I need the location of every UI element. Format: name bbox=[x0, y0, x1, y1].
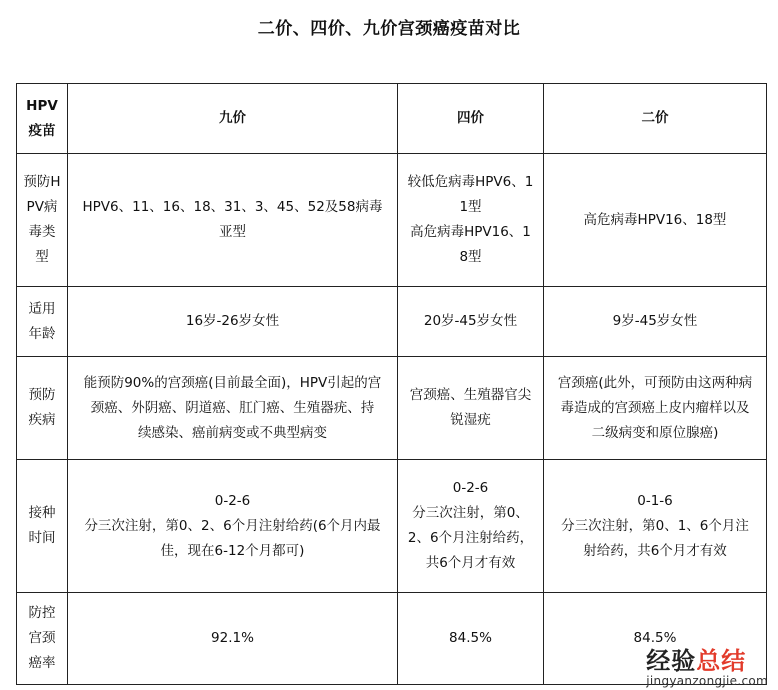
row-efficacy bbox=[17, 593, 767, 685]
cell-line: 2、6个月注射给药， bbox=[407, 530, 534, 546]
cell-line: 佳，现在6-12个月都可) bbox=[160, 542, 305, 559]
row-label-line: 适用 bbox=[28, 300, 56, 317]
row-label-line: 毒类 bbox=[28, 224, 56, 240]
cell-line: 宫颈癌(此外，可预防由这两种病 bbox=[557, 374, 753, 391]
header-four-valent: 四价 bbox=[398, 84, 544, 154]
cell-line: 共6个月才有效 bbox=[425, 555, 516, 571]
row-label-line: 接种 bbox=[28, 505, 56, 521]
row-label-line: 时间 bbox=[28, 530, 56, 546]
header-row bbox=[17, 84, 767, 154]
row-label-line: 年龄 bbox=[28, 325, 56, 342]
cell-line: 1型 bbox=[459, 199, 482, 215]
watermark-brand-a: 经验 bbox=[646, 647, 697, 675]
comparison-table bbox=[16, 83, 767, 685]
row-label bbox=[17, 593, 68, 685]
row-label-line: 疾病 bbox=[28, 412, 56, 428]
row-label-line: 预防H bbox=[23, 174, 61, 190]
row-applicable-age bbox=[17, 287, 767, 357]
nine-valent-schedule bbox=[68, 460, 398, 593]
four-valent-diseases bbox=[398, 357, 544, 460]
cell-line: 0-2-6 bbox=[452, 480, 489, 496]
row-prevented-types bbox=[17, 154, 767, 287]
cell-line: 射给药，共6个月才有效 bbox=[583, 542, 727, 559]
cell-line: 续感染、癌前病变或不典型病变 bbox=[138, 424, 327, 441]
row-label-line: 防控 bbox=[28, 605, 56, 621]
cell-line: 亚型 bbox=[219, 224, 246, 240]
cell-line: 毒造成的宫颈癌上皮内瘤样以及 bbox=[560, 399, 750, 416]
cell-line: 锐湿疣 bbox=[450, 412, 491, 428]
cell-line: 颈癌、外阴癌、阴道癌、肛门癌、生殖器疣、持 bbox=[90, 399, 375, 416]
cell-line: 分三次注射，第0、1、6个月注 bbox=[561, 517, 749, 534]
two-valent-efficacy: 84.5% bbox=[544, 593, 767, 685]
cell-line: 高危病毒HPV16、1 bbox=[410, 224, 531, 240]
header-two-valent: 二价 bbox=[544, 84, 767, 154]
four-valent-efficacy: 84.5% bbox=[398, 593, 544, 685]
row-label-line: 预防 bbox=[28, 387, 56, 403]
row-label bbox=[17, 287, 68, 357]
cell-line: 0-2-6 bbox=[214, 492, 251, 509]
page-title: 二价、四价、九价宫颈癌疫苗对比 bbox=[257, 19, 521, 39]
two-valent-age: 9岁-45岁女性 bbox=[544, 287, 767, 357]
nine-valent-diseases bbox=[68, 357, 398, 460]
two-valent-types bbox=[544, 154, 767, 287]
nine-valent-age: 16岁-26岁女性 bbox=[68, 287, 398, 357]
cell-line: 较低危病毒HPV6、1 bbox=[407, 174, 534, 190]
four-valent-age: 20岁-45岁女性 bbox=[398, 287, 544, 357]
row-label-line: 型 bbox=[35, 249, 49, 265]
cell-line: 分三次注射，第0、 bbox=[412, 505, 529, 521]
cell-line: 高危病毒HPV16、18型 bbox=[583, 211, 727, 228]
cell-line: 宫颈癌、生殖器官尖 bbox=[409, 387, 532, 403]
row-label bbox=[17, 460, 68, 593]
row-label-line: 癌率 bbox=[28, 655, 56, 671]
cell-line: 0-1-6 bbox=[637, 492, 673, 509]
cell-line: 8型 bbox=[459, 249, 482, 265]
row-label bbox=[17, 357, 68, 460]
header-vaccine-cell bbox=[17, 84, 68, 154]
row-prevented-diseases bbox=[17, 357, 767, 460]
nine-valent-types bbox=[68, 154, 398, 287]
row-label-line: PV病 bbox=[26, 199, 58, 215]
watermark-brand-b: 总结 bbox=[696, 647, 747, 675]
cell-line: 分三次注射，第0、2、6个月注射给药(6个月内最 bbox=[84, 517, 381, 534]
cell-line: 二级病变和原位腺癌) bbox=[591, 424, 719, 441]
four-valent-schedule bbox=[398, 460, 544, 593]
header-nine-valent: 九价 bbox=[68, 84, 398, 154]
four-valent-types bbox=[398, 154, 544, 287]
watermark-url: jingyanzongjie.com bbox=[646, 674, 768, 688]
row-label-line: 宫颈 bbox=[28, 630, 56, 646]
header-vaccine-line: HPV bbox=[26, 97, 58, 114]
row-label bbox=[17, 154, 68, 287]
nine-valent-efficacy: 92.1% bbox=[68, 593, 398, 685]
row-schedule bbox=[17, 460, 767, 593]
cell-line: HPV6、11、16、18、31、3、45、52及58病毒 bbox=[82, 199, 383, 215]
two-valent-diseases bbox=[544, 357, 767, 460]
cell-line: 能预防90%的宫颈癌(目前最全面)，HPV引起的宫 bbox=[83, 374, 382, 391]
header-vaccine-line: 疫苗 bbox=[28, 122, 56, 139]
two-valent-schedule bbox=[544, 460, 767, 593]
